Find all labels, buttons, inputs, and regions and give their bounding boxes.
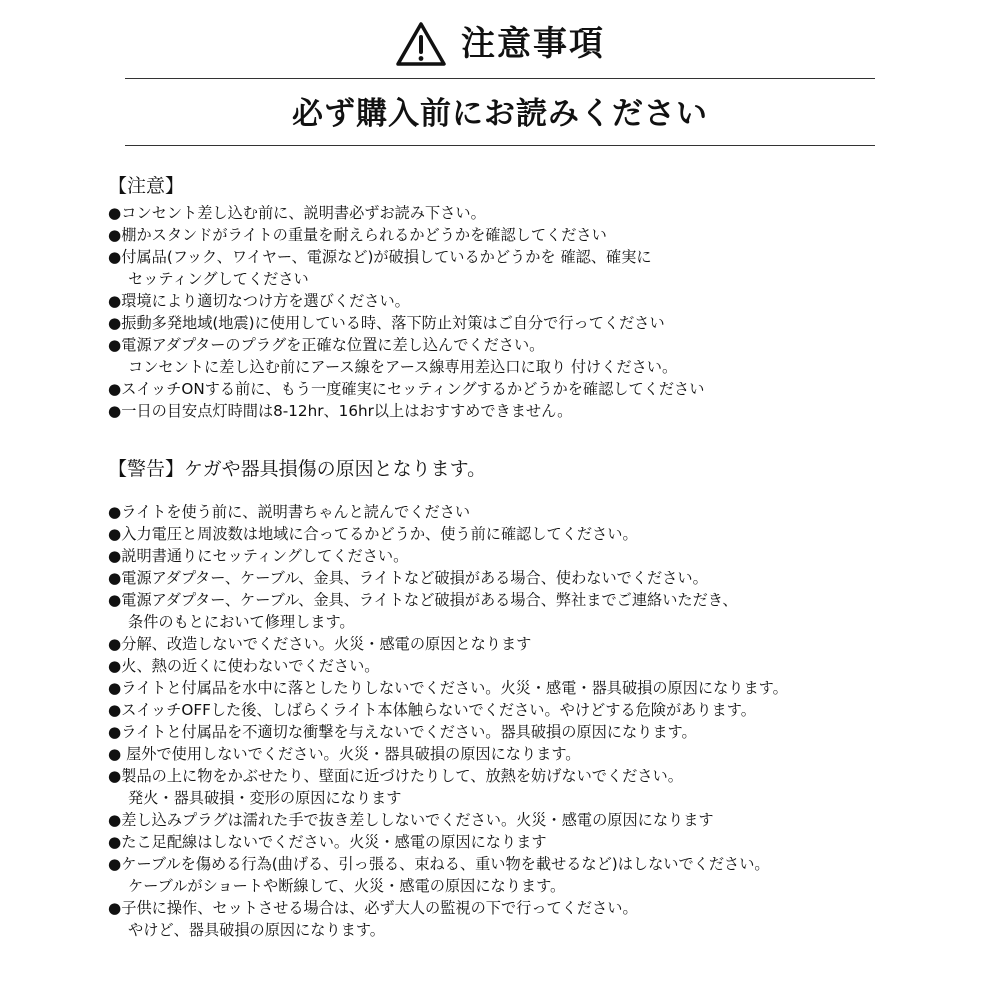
title-divider-bottom xyxy=(125,145,875,146)
caution-heading: 【注意】 xyxy=(108,175,185,197)
warning-item: ●ライトと付属品を水中に落としたりしないでください。火災・感電・器具破損の原因になります。 xyxy=(108,679,788,697)
page-title: 注意事項 xyxy=(461,24,605,64)
caution-item: ●付属品(フック、ワイヤー、電源など)が破損しているかどうかを 確認、確実に xyxy=(108,248,652,266)
warning-item: ●入力電圧と周波数は地域に合ってるかどうか、使う前に確認してください。 xyxy=(108,525,638,543)
warning-item-continuation: ケーブルがショートや断線して、火災・感電の原因になります。 xyxy=(128,877,566,895)
warning-item: ●説明書通りにセッティングしてください。 xyxy=(108,547,409,565)
caution-item-continuation: コンセントに差し込む前にアース線をアース線専用差込口に取り 付けください。 xyxy=(128,358,678,376)
warning-heading: 【警告】ケガや器具損傷の原因となります。 xyxy=(108,458,487,480)
warning-triangle-icon xyxy=(395,20,447,68)
caution-list xyxy=(108,202,988,422)
caution-item: ●振動多発地域(地震)に使用している時、落下防止対策はご自分で行ってください xyxy=(108,314,665,332)
caution-item: ●スイッチONする前に、もう一度確実にセッティングするかどうかを確認してください xyxy=(108,380,705,398)
caution-item-continuation: セッティングしてください xyxy=(128,270,309,288)
warning-item: ●製品の上に物をかぶせたり、壁面に近づけたりして、放熱を妨げないでください。 xyxy=(108,767,683,785)
warning-item: ●電源アダプター、ケーブル、金具、ライトなど破損がある場合、使わないでください。 xyxy=(108,569,708,587)
caution-item: ●一日の目安点灯時間は8-12hr、16hr以上はおすすめできません。 xyxy=(108,402,573,420)
title-row xyxy=(0,16,1000,72)
caution-item: ●電源アダプターのプラグを正確な位置に差し込んでください。 xyxy=(108,336,545,354)
warning-list xyxy=(108,501,988,941)
warning-item: ●ライトと付属品を不適切な衝撃を与えないでください。器具破損の原因になります。 xyxy=(108,723,697,741)
caution-item: ●環境により適切なつけ方を選びください。 xyxy=(108,292,410,310)
caution-item: ●棚かスタンドがライトの重量を耐えられるかどうかを確認してください xyxy=(108,226,607,244)
caution-item: ●コンセント差し込む前に、説明書必ずお読み下さい。 xyxy=(108,204,486,222)
page-subtitle: 必ず購入前にお読みください xyxy=(292,96,708,132)
warning-item-continuation: やけど、器具破損の原因になります。 xyxy=(128,921,385,939)
warning-item: ●分解、改造しないでください。火災・感電の原因となります xyxy=(108,635,532,653)
warning-item: ●火、熱の近くに使わないでください。 xyxy=(108,657,380,675)
warning-item: ●スイッチOFFした後、しばらくライト本体触らないでください。やけどする危険があります。 xyxy=(108,701,756,719)
warning-item: ● 屋外で使用しないでください。火災・器具破損の原因になります。 xyxy=(108,745,581,763)
title-divider-top xyxy=(125,78,875,79)
warning-item: ●差し込みプラグは濡れた手で抜き差ししないでください。火災・感電の原因になります xyxy=(108,811,714,829)
warning-item-continuation: 発火・器具破損・変形の原因になります xyxy=(128,789,402,807)
warning-item: ●電源アダプター、ケーブル、金具、ライトなど破損がある場合、弊社までご連絡いただき、 xyxy=(108,591,738,609)
warning-item: ●たこ足配線はしないでください。火災・感電の原因になります xyxy=(108,833,547,851)
warning-item-continuation: 条件のもとにおいて修理します。 xyxy=(128,613,355,631)
warning-item: ●子供に操作、セットさせる場合は、必ず大人の監視の下で行ってください。 xyxy=(108,899,638,917)
warning-item: ●ライトを使う前に、説明書ちゃんと読んでください xyxy=(108,503,471,521)
warning-item: ●ケーブルを傷める行為(曲げる、引っ張る、束ねる、重い物を載せるなど)はしないでください。 xyxy=(108,855,770,873)
